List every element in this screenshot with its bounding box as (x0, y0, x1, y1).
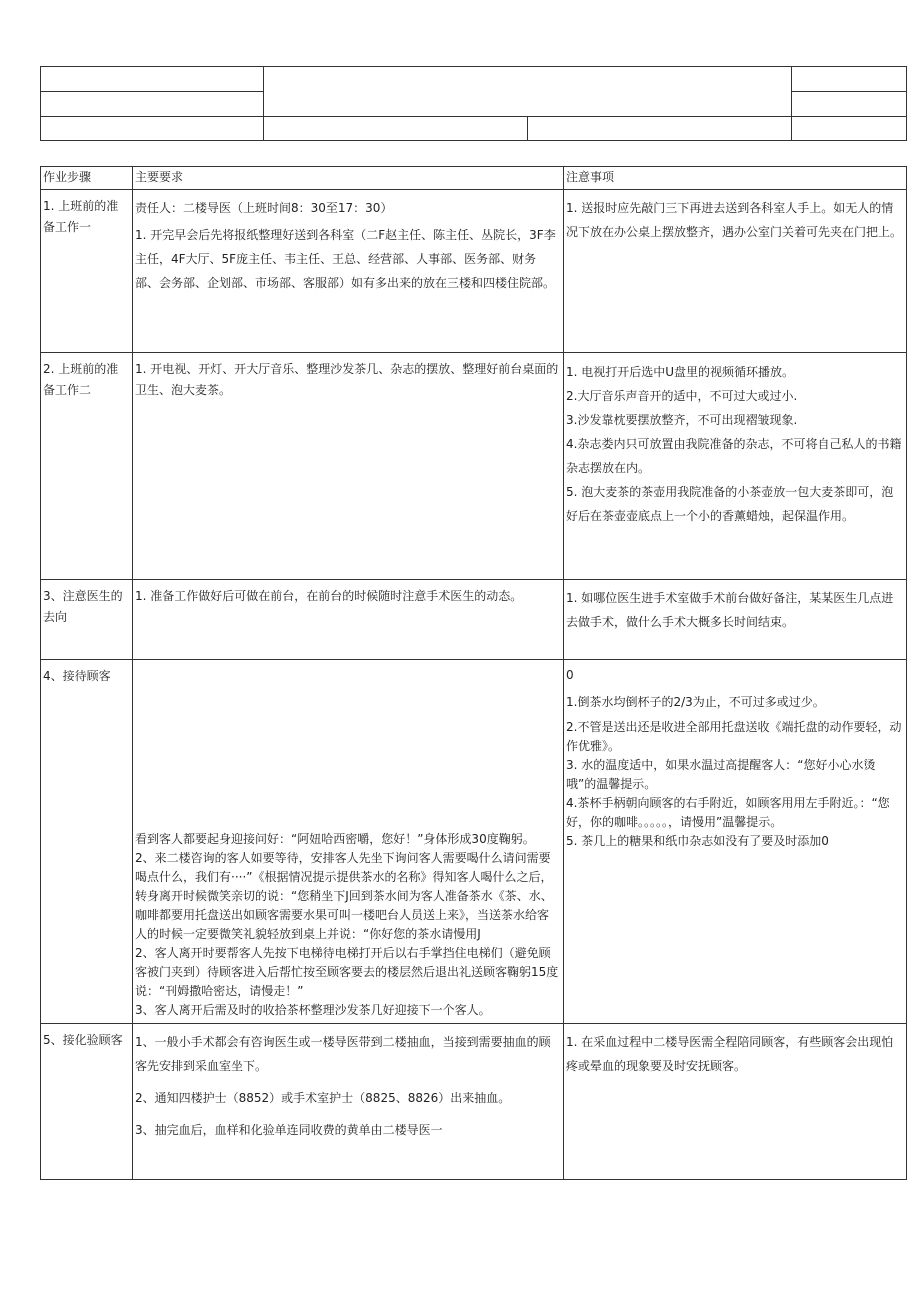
requirement-line: 2、通知四楼护士（8852）或手术室护士（8825、8826）出来抽血。 (135, 1091, 511, 1105)
note-line: 3.沙发靠枕要摆放整齐，不可出现褶皱现象. (566, 413, 798, 427)
requirement-line: 1、一般小手术都会有咨询医生或一楼导医带到二楼抽血，当接到需要抽血的顾客先安排到采血室坐下。 (135, 1035, 551, 1073)
table-row-notes (563, 663, 907, 1022)
requirement-line: 2、客人离开时要帮客人先按下电梯待电梯打开后以右手掌挡住电梯们（避免顾客被门夹到）待顾客进入后帮忙按至顾客要去的楼层然后退出礼送顾客鞠躬15度说：“刊姆撒哈密达，请慢走！” (135, 946, 559, 998)
table-row-step: 5、接化验顾客 (43, 1033, 123, 1047)
requirement-line: 1. 开完早会后先将报纸整理好送到各科室（二F赵主任、陈主任、丛院长，3F李主任，4F大厅、5F庞主任、韦主任、王总、经营部、人事部、医务部、财务部、会务部、企划部、市场部、客服部）如有多出来的放在三楼和四楼住院部。 (135, 228, 556, 290)
note-line: 5. 茶几上的糖果和纸巾杂志如没有了要及时添加0 (566, 834, 829, 848)
note-line: 4.杂志娄内只可放置由我院准备的杂志，不可将自己私人的书籍杂志摆放在内。 (566, 437, 902, 475)
table-row-notes (563, 356, 907, 578)
requirement-line: 1. 准备工作做好后可做在前台，在前台的时候随时注意手术医生的动态。 (135, 589, 523, 603)
table-row-requirements (132, 1027, 563, 1179)
note-line: 1. 如哪位医生进手术室做手术前台做好备注，某某医生几点进去做手术，做什么手术大概多长时间结束。 (566, 591, 894, 629)
note-line: 3. 水的温度适中，如果水温过高提醒客人：“您好小心水烫哦”的温馨提示。 (566, 758, 876, 791)
note-line: 1. 送报时应先敲门三下再进去送到各科室人手上。如无人的情况下放在办公桌上摆放整齐，遇办公室门关着可先夹在门把上。 (566, 201, 903, 239)
requirement-line: 2、来二楼咨询的客人如要等待，安排客人先坐下询问客人需要喝什么请问需要喝点什么，我们有····”《根据情况提示提供茶水的名称》得知客人喝什么之后，转身离开时候微笑亲切的说：“您稍坐下J回到茶水间为客人准备茶水《茶、水、咖啡都要用托盘送出如顾客需要水果可叫一楼吧台人员送上来》，当送茶水给客人的时候一定要微笑礼貌轻放到桌上并说：“你好您的茶水请慢用J (135, 851, 553, 941)
column-header-notes: 注意事项 (566, 170, 615, 184)
note-line: 4.茶杯手柄朝向顾客的右手附近，如顾客用用左手附近。：“您好，你的咖啡。。。。。，请慢用”温馨提示。 (566, 796, 890, 829)
note-line: 1. 在采血过程中二楼导医需全程陪同顾客，有些顾客会出现怕疼或晕血的现象要及时安抚顾客。 (566, 1035, 894, 1073)
table-row-step: 3、注意医生的去向 (43, 589, 123, 624)
table-row-step: 1. 上班前的准备工作一 (43, 199, 119, 234)
table-row-requirements (132, 663, 563, 1022)
requirement-line: 3、抽完血后，血样和化验单连同收费的黄单由二楼导医一 (135, 1123, 443, 1137)
column-header-requirements: 主要要求 (135, 170, 184, 184)
table-row-requirements (132, 356, 563, 578)
table-row-notes (563, 193, 907, 351)
column-header-step: 作业步骤 (43, 170, 92, 184)
note-line: 2.大厅音乐声音开的适中，不可过大或过小. (566, 389, 798, 403)
requirement-line: 责任人：二楼导医（上班时间8：30至17：30） (135, 201, 393, 215)
table-row-notes (563, 583, 907, 658)
note-line: 5. 泡大麦茶的茶壶用我院准备的小茶壶放一包大麦茶即可，泡好后在茶壶壶底点上一个小的香薰蜡烛，起保温作用。 (566, 485, 894, 523)
note-line: 1. 电视打开后选中U盘里的视频循环播放。 (566, 365, 795, 379)
requirement-line: 3、客人离开后需及时的收拾茶杯整理沙发茶几好迎接下一个客人。 (135, 1003, 491, 1017)
table-row-requirements (132, 193, 563, 351)
requirement-line: 看到客人都要起身迎接问好：“阿妞哈西密嚼，您好！”身体形成30度鞠躬。 (135, 832, 535, 846)
table-row-step: 4、接待顾客 (43, 669, 111, 683)
table-row-requirements (132, 583, 563, 658)
table-row-step: 2. 上班前的准备工作二 (43, 362, 119, 397)
table-row-notes (563, 1027, 907, 1179)
note-line: 2.不管是送出还是收进全部用托盘送收《端托盘的动作要轻，动作优雅》。 (566, 720, 902, 753)
note-line: 0 (566, 668, 574, 682)
note-line: 1.倒茶水均倒杯子的2/3为止，不可过多或过少。 (566, 695, 825, 709)
requirement-line: 1. 开电视、开灯、开大厅音乐、整理沙发茶几、杂志的摆放、整理好前台桌面的卫生、泡大麦茶。 (135, 362, 559, 397)
